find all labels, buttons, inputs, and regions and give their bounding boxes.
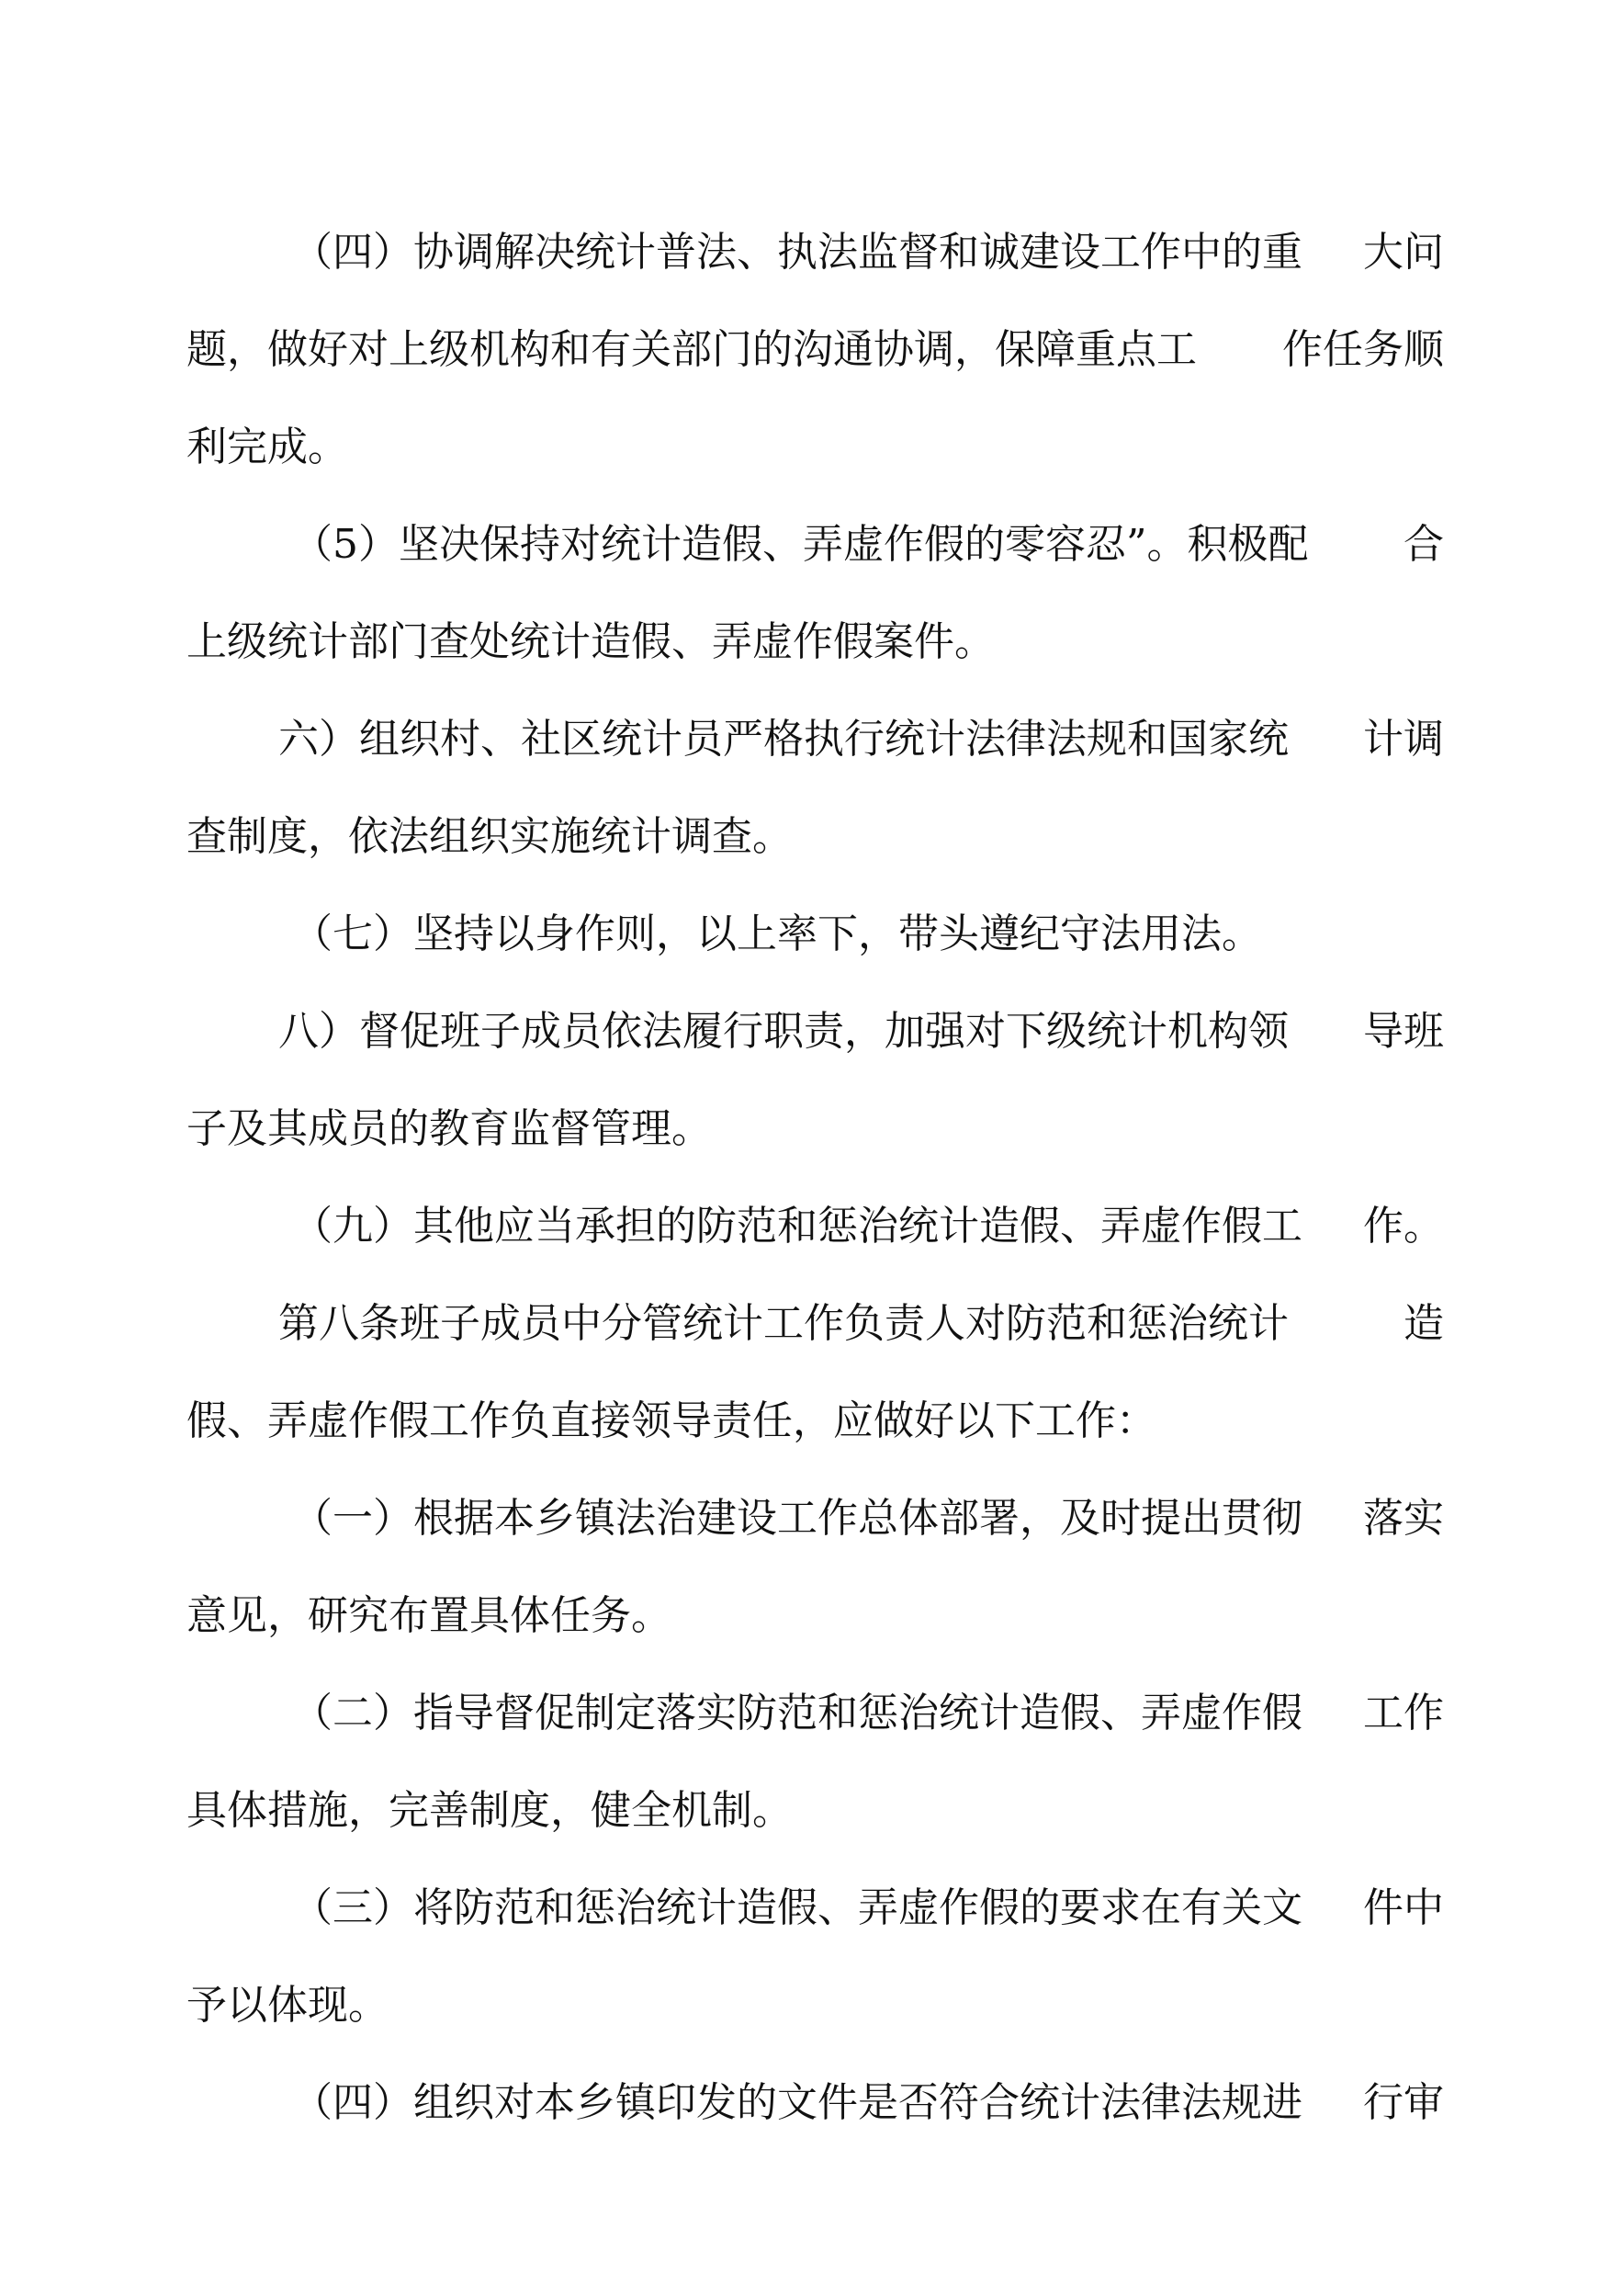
text-line [0,1491,1612,1546]
line-text-end: 作。 [1363,1203,1444,1250]
line-text: 利完成。 [186,424,348,470]
line-text: 题，做好对上级机构和有关部门的沟通协调，保障重点工 [186,326,1197,373]
line-text-end: 落实 [1363,1495,1444,1542]
line-text-end: 大问 [1363,229,1444,276]
text-line [0,809,1612,865]
line-text-end: 合 [1403,521,1444,568]
line-text-end: 件中 [1363,1884,1444,1931]
text-line [0,712,1612,767]
text-line [0,322,1612,378]
line-text: 予以体现。 [186,1982,389,2029]
line-text: （二）指导督促制定落实防范和惩治统计造假、弄虚作假 [292,1690,1302,1736]
line-text: （四）组织对本乡镇印发的文件是否符合统计法律法规进 [292,2079,1302,2126]
line-text: （九）其他应当承担的防范和惩治统计造假、弄虚作假工 [292,1203,1302,1250]
text-line [0,1199,1612,1254]
text-line [0,1783,1612,1838]
line-text-end: 工作 [1363,1690,1444,1736]
text-line [0,1102,1612,1157]
text-line [0,1394,1612,1449]
line-text: 具体措施，完善制度，健全机制。 [186,1787,793,1834]
line-text: （5）坚决保持对统计造假、弄虚作假的零容忍”。积极配 [292,521,1309,568]
text-line [0,225,1612,280]
text-line [0,2075,1612,2131]
line-text-end: 导班 [1363,1008,1444,1055]
line-text: （四）协调解决统计普法、执法监督和诚建设工作中的重 [292,229,1302,276]
line-text: （七）坚持以身作则，以上率下，带头遵纪守法用法。 [292,910,1262,957]
text-line [0,907,1612,962]
text-line [0,615,1612,670]
line-text: 上级统计部门查处统计造假、弄虚作假案件。 [186,618,995,665]
line-text: 假、弄虚作假工作负直接领导责任，应做好以下工作： [186,1397,1156,1444]
line-text: 意见，研究布置具体任务。 [186,1592,671,1639]
text-line [0,1881,1612,1936]
line-text: （一）根据本乡镇法治建设工作总体部署，及时提出贯彻 [292,1495,1302,1542]
line-text: 八）督促班子成员依法履行职责，加强对下级统计机构领 [278,1008,1289,1055]
line-text: （三）将防范和惩治统计造假、弄虚作假的要求在有关文 [292,1884,1302,1931]
line-text-end: 造 [1403,1300,1444,1347]
text-line [0,1004,1612,1059]
text-line [0,517,1612,572]
text-line [0,1978,1612,2033]
line-text-end: 计调 [1363,716,1444,763]
text-line [0,1686,1612,1741]
line-text: 子及其成员的教育监督管理。 [186,1105,712,1152]
line-text-end: 作任务顺 [1282,326,1444,373]
text-line [0,1589,1612,1644]
line-text: 第八条班子成员中分管统计工作负责人对防范和惩治统计 [278,1300,1289,1347]
text-line [0,1296,1612,1352]
line-text: 查制度，依法组织实施统计调查。 [186,813,793,860]
text-line [0,420,1612,475]
line-text-end: 行审 [1363,2079,1444,2126]
line-text: 六）组织村、社区统计员严格执行统计法律法规和国家统 [278,716,1289,763]
